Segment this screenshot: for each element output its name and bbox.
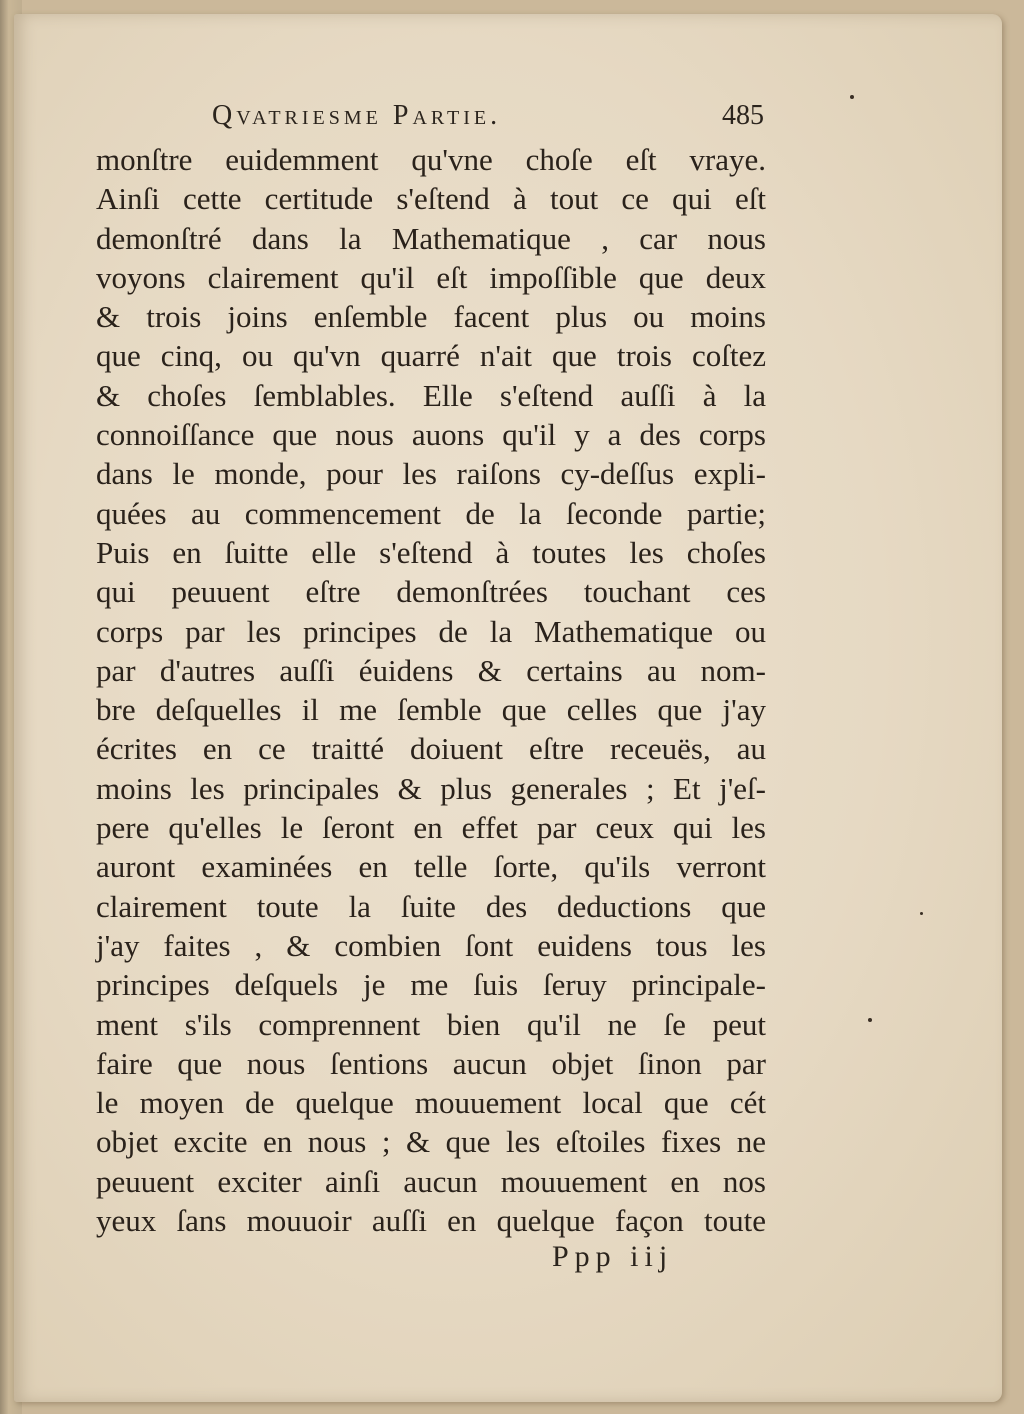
- text-line: & trois joins enſemble facent plus ou moins: [96, 299, 766, 335]
- text-line: faire que nous ſentions aucun objet ſinon par: [96, 1045, 766, 1081]
- text-line: auront examinées en telle ſorte, qu'ils verront: [96, 849, 766, 885]
- paper-speck: [920, 912, 923, 915]
- text-line: quées au commencement de la ſeconde partie;: [96, 495, 766, 531]
- text-line: principes deſquels je me ſuis ſeruy principale-: [96, 967, 766, 1003]
- running-title: Qvatriesme Partie.: [212, 100, 502, 131]
- text-line: Ainſi cette certitude s'eſtend à tout ce qui eſt: [96, 181, 766, 217]
- text-line: j'ay faites , & combien ſont euidens tous les: [96, 927, 766, 963]
- text-line: objet excite en nous ; & que les eſtoiles fixes ne: [96, 1124, 766, 1160]
- text-line: monſtre euidemment qu'vne choſe eſt vraye.: [96, 142, 766, 177]
- text-line: Puis en ſuitte elle s'eſtend à toutes les choſes: [96, 534, 766, 570]
- text-line: moins les principales & plus generales ; Et j'eſ-: [96, 770, 766, 806]
- text-line: pere qu'elles le ſeront en effet par ceux qui les: [96, 810, 766, 846]
- page-number: 485: [722, 100, 764, 131]
- text-line: demonſtré dans la Mathematique , car nous: [96, 220, 766, 256]
- signature-mark: Ppp iij: [552, 1240, 674, 1273]
- text-line: & choſes ſemblables. Elle s'eſtend auſſi à la: [96, 377, 766, 413]
- text-line: clairement toute la ſuite des deductions que: [96, 888, 766, 924]
- paper-speck: [868, 1018, 872, 1022]
- text-line: voyons clairement qu'il eſt impoſſible que deux: [96, 259, 766, 295]
- body-text: [96, 140, 766, 1240]
- text-line: par d'autres auſſi éuidens & certains au nom-: [96, 652, 766, 688]
- text-line: écrites en ce traitté doiuent eſtre receuës, au: [96, 731, 766, 767]
- text-line: ment s'ils comprennent bien qu'il ne ſe peut: [96, 1006, 766, 1042]
- paper-speck: [850, 95, 854, 99]
- text-line: dans le monde, pour les raiſons cy-deſſus expli-: [96, 456, 766, 492]
- running-head: [212, 100, 764, 140]
- text-line: corps par les principes de la Mathematique ou: [96, 613, 766, 649]
- text-line: qui peuuent eſtre demonſtrées touchant ces: [96, 574, 766, 610]
- text-line: yeux ſans mouuoir auſſi en quelque façon toute: [96, 1203, 766, 1239]
- text-line: le moyen de quelque mouuement local que cét: [96, 1085, 766, 1121]
- text-line: connoiſſance que nous auons qu'il y a des corps: [96, 417, 766, 453]
- text-line: bre deſquelles il me ſemble que celles que j'ay: [96, 692, 766, 728]
- text-line: peuuent exciter ainſi aucun mouuement en nos: [96, 1163, 766, 1199]
- text-line: que cinq, ou qu'vn quarré n'ait que trois coſtez: [96, 338, 766, 374]
